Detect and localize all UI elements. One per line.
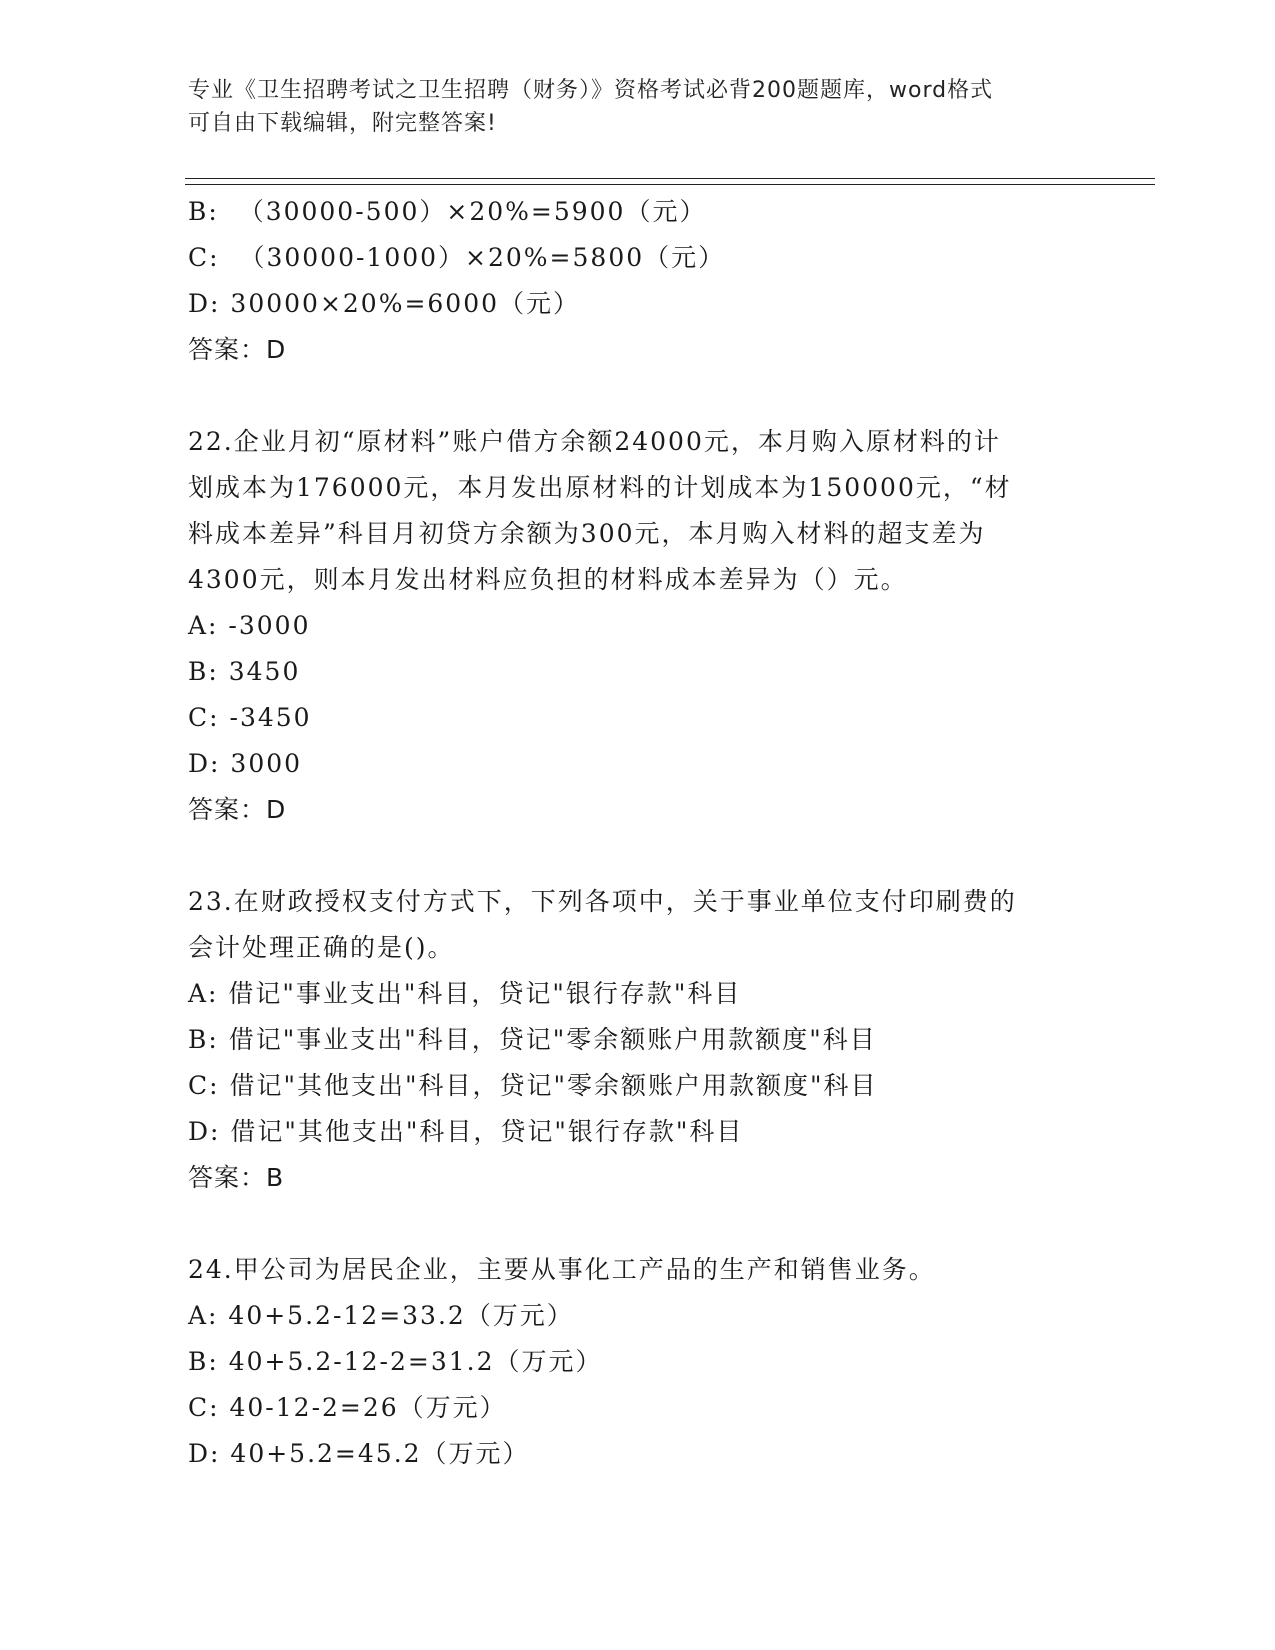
option-b: B: 3450 xyxy=(188,657,301,686)
option-a: A: 40+5.2-12=33.2（万元） xyxy=(188,1301,574,1330)
option-b: B: 借记"事业支出"科目，贷记"零余额账户用款额度"科目 xyxy=(188,1025,877,1054)
header-divider-bottom xyxy=(185,184,1155,185)
question-text-line: 料成本差异”科目月初贷方余额为300元，本月购入材料的超支差为 xyxy=(188,519,986,548)
option-c: C: （30000-1000）×20%=5800（元） xyxy=(188,243,726,272)
option-c: C: 借记"其他支出"科目，贷记"零余额账户用款额度"科目 xyxy=(188,1071,878,1100)
option-d: D: 借记"其他支出"科目，贷记"银行存款"科目 xyxy=(188,1117,744,1146)
question-text-line: 会计处理正确的是()。 xyxy=(188,933,455,962)
question-21-continuation xyxy=(188,189,1088,373)
answer: 答案：D xyxy=(188,335,287,364)
question-text-line: 22.企业月初“原材料”账户借方余额24000元，本月购入原材料的计 xyxy=(188,427,1001,456)
answer: 答案：B xyxy=(188,1163,285,1192)
option-b: B: 40+5.2-12-2=31.2（万元） xyxy=(188,1347,603,1376)
option-a: A: 借记"事业支出"科目，贷记"银行存款"科目 xyxy=(188,979,742,1008)
question-text-line: 4300元，则本月发出材料应负担的材料成本差异为（）元。 xyxy=(188,565,908,594)
option-d: D: 40+5.2=45.2（万元） xyxy=(188,1439,530,1468)
question-22 xyxy=(188,419,1088,833)
header-divider-top xyxy=(185,178,1155,179)
question-text-line: 24.甲公司为居民企业，主要从事化工产品的生产和销售业务。 xyxy=(188,1255,936,1284)
header-line-1: 专业《卫生招聘考试之卫生招聘（财务）》资格考试必背200题题库，word格式 xyxy=(188,78,994,103)
option-d: D: 30000×20%=6000（元） xyxy=(188,289,581,318)
option-c: C: 40-12-2=26（万元） xyxy=(188,1393,507,1422)
document-header xyxy=(188,74,1088,140)
question-24 xyxy=(188,1247,1088,1477)
option-d: D: 3000 xyxy=(188,749,303,778)
question-text-line: 划成本为176000元，本月发出原材料的计划成本为150000元，“材 xyxy=(188,473,1012,502)
question-list xyxy=(188,189,1088,1477)
question-text-line: 23.在财政授权支付方式下，下列各项中，关于事业单位支付印刷费的 xyxy=(188,887,1017,916)
answer: 答案：D xyxy=(188,795,287,824)
option-c: C: -3450 xyxy=(188,703,312,732)
option-a: A: -3000 xyxy=(188,611,311,640)
question-23 xyxy=(188,879,1088,1201)
header-line-2: 可自由下载编辑，附完整答案! xyxy=(188,111,497,136)
option-b: B: （30000-500）×20%=5900（元） xyxy=(188,197,707,226)
